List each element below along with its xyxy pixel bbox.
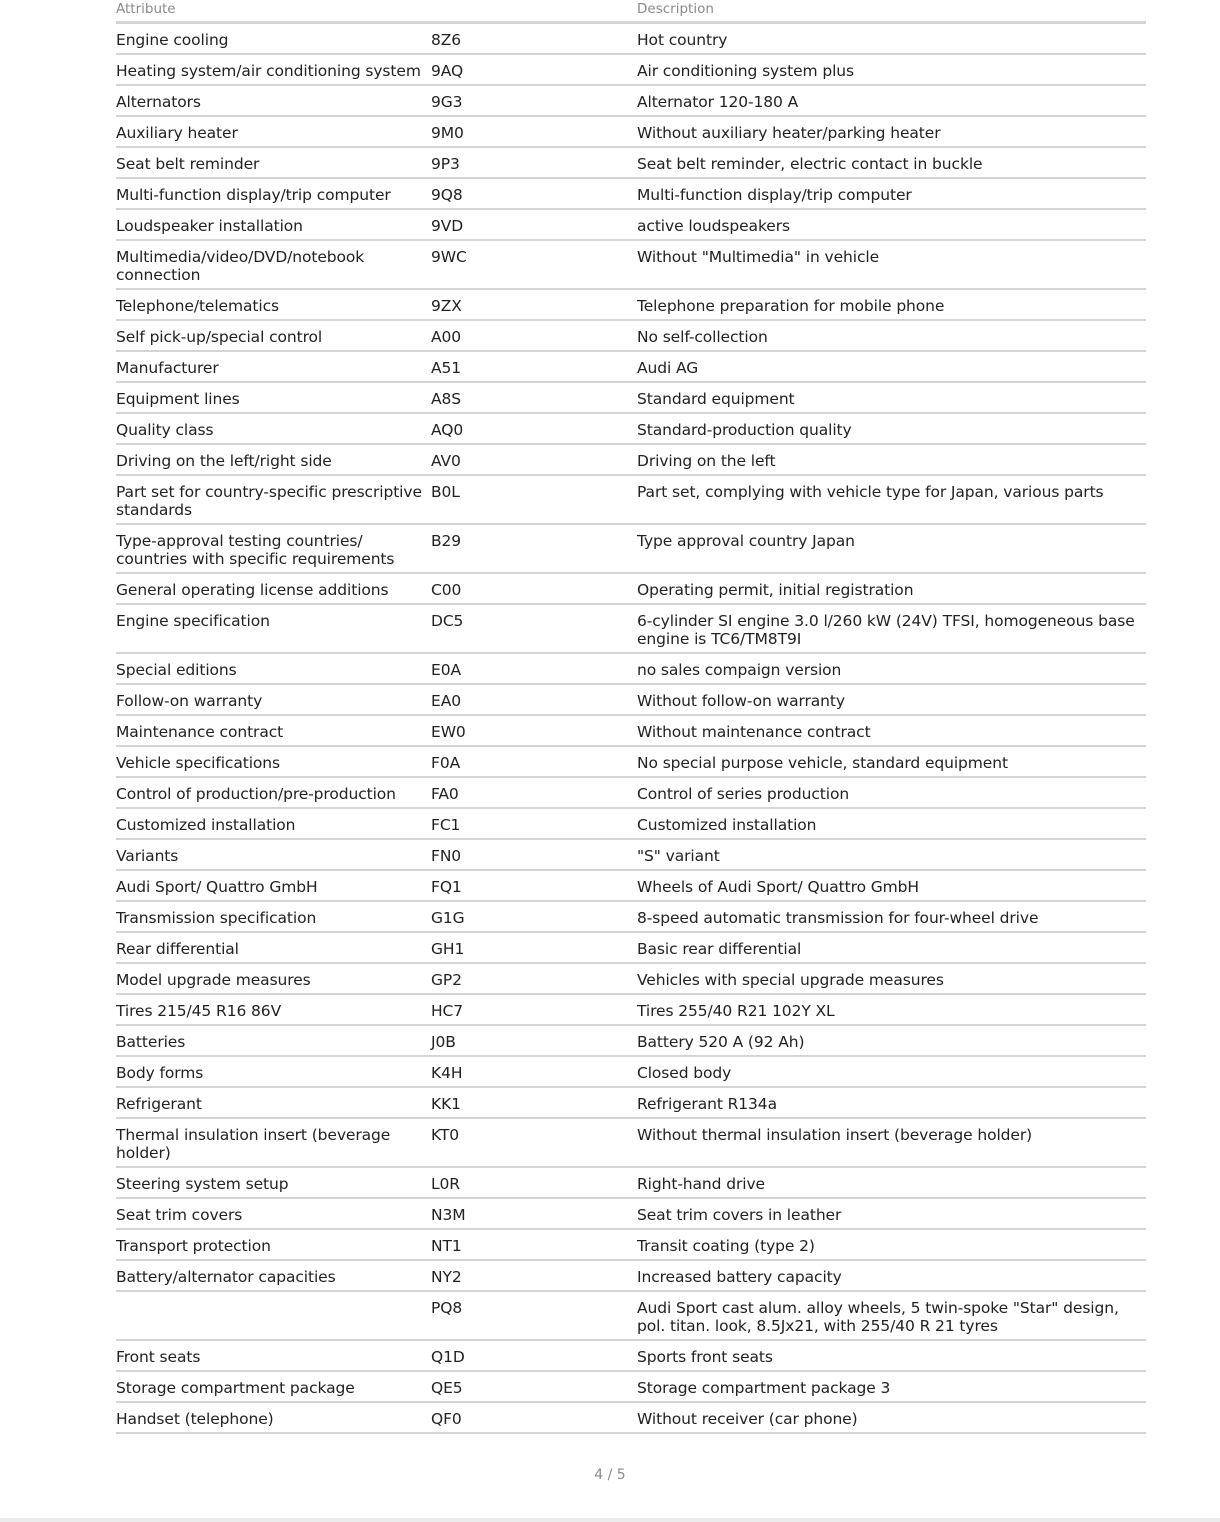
attribute-cell: Seat belt reminder [116,155,260,173]
code-cell: AQ0 [431,421,464,439]
table-row [116,685,1146,716]
attribute-cell: Transmission specification [116,909,317,927]
code-cell: NY2 [431,1268,462,1286]
table-row [116,1088,1146,1119]
attribute-cell: Manufacturer [116,359,219,377]
code-cell: GP2 [431,971,462,989]
table-row [116,1168,1146,1199]
attribute-cell: Control of production/pre-production [116,785,396,803]
attribute-cell: Follow-on warranty [116,692,263,710]
code-cell: 9Q8 [431,186,463,204]
description-cell: Sports front seats [637,1348,773,1366]
description-cell: Basic rear differential [637,940,802,958]
table-row [116,747,1146,778]
description-cell: "S" variant [637,847,720,865]
attribute-cell: Battery/alternator capacities [116,1268,336,1286]
attribute-cell: Telephone/telematics [116,297,279,315]
code-cell: 9G3 [431,93,463,111]
table-row [116,290,1146,321]
code-cell: EA0 [431,692,461,710]
code-cell: FQ1 [431,878,462,896]
description-cell: Storage compartment package 3 [637,1379,891,1397]
table-row [116,241,1146,290]
attribute-cell: Rear differential [116,940,239,958]
table-row [116,1403,1146,1434]
table-row [116,24,1146,55]
table-row [116,148,1146,179]
code-cell: J0B [431,1033,456,1051]
description-cell: 8-speed automatic transmission for four-wheel drive [637,909,1039,927]
attribute-cell: Audi Sport/ Quattro GmbH [116,878,318,896]
description-cell: Telephone preparation for mobile phone [637,297,945,315]
description-cell: Without "Multimedia" in vehicle [637,248,880,266]
header-attribute: Attribute [116,1,176,17]
table-row [116,445,1146,476]
table-row [116,716,1146,747]
code-cell: K4H [431,1064,463,1082]
attribute-cell: Heating system/air conditioning system [116,62,421,80]
description-cell: Standard-production quality [637,421,852,439]
code-cell: B29 [431,532,462,550]
attribute-cell: Type-approval testing countries/ countries with specific requirements [116,532,395,568]
table-row [116,86,1146,117]
code-cell: FA0 [431,785,459,803]
table-row [116,840,1146,871]
table-row [116,1261,1146,1292]
attribute-cell: Auxiliary heater [116,124,238,142]
code-cell: 9WC [431,248,467,266]
code-cell: KK1 [431,1095,461,1113]
header-description: Description [637,1,714,17]
description-cell: Type approval country Japan [637,532,855,550]
table-row [116,383,1146,414]
code-cell: DC5 [431,612,464,630]
code-cell: AV0 [431,452,461,470]
table-row [116,933,1146,964]
attribute-cell: Special editions [116,661,237,679]
attribute-cell: Transport protection [116,1237,271,1255]
attribute-cell: Tires 215/45 R16 86V [116,1002,282,1020]
table-row [116,902,1146,933]
attribute-cell [116,1299,431,1335]
attribute-cell: Model upgrade measures [116,971,311,989]
description-cell: Without receiver (car phone) [637,1410,858,1428]
table-header [116,0,1146,24]
code-cell: EW0 [431,723,466,741]
table-row [116,1341,1146,1372]
page-bottom-divider [0,1518,1220,1522]
attribute-cell: Equipment lines [116,390,240,408]
description-cell: Without auxiliary heater/parking heater [637,124,941,142]
description-cell: Battery 520 A (92 Ah) [637,1033,805,1051]
code-cell: 9M0 [431,124,464,142]
table-row [116,1372,1146,1403]
table-row [116,574,1146,605]
page-indicator: 4 / 5 [594,1467,626,1483]
attribute-cell: Storage compartment package [116,1379,355,1397]
description-cell: Without follow-on warranty [637,692,845,710]
attribute-cell: Customized installation [116,816,296,834]
code-cell: KT0 [431,1126,459,1144]
attribute-cell: Engine specification [116,612,270,630]
table-row [116,995,1146,1026]
description-cell: Increased battery capacity [637,1268,842,1286]
attribute-cell: Engine cooling [116,31,229,49]
attribute-cell: Batteries [116,1033,186,1051]
table-row [116,871,1146,902]
attribute-cell: Loudspeaker installation [116,217,303,235]
attribute-cell: Multimedia/video/DVD/notebook connection [116,248,365,284]
table-row [116,210,1146,241]
attribute-cell: Refrigerant [116,1095,202,1113]
table-row [116,1230,1146,1261]
table-row [116,525,1146,574]
description-cell: Right-hand drive [637,1175,765,1193]
description-cell: Driving on the left [637,452,776,470]
attribute-cell: Front seats [116,1348,201,1366]
description-cell: Customized installation [637,816,817,834]
table-row [116,1057,1146,1088]
code-cell: NT1 [431,1237,462,1255]
table-row [116,654,1146,685]
attribute-cell: Thermal insulation insert (beverage holder) [116,1126,391,1162]
code-cell: A00 [431,328,462,346]
description-cell: no sales compaign version [637,661,842,679]
table-row [116,605,1146,654]
description-cell: Wheels of Audi Sport/ Quattro GmbH [637,878,919,896]
description-cell: Vehicles with special upgrade measures [637,971,944,989]
attribute-cell: Driving on the left/right side [116,452,332,470]
attribute-cell: Self pick-up/special control [116,328,323,346]
header-code [431,1,637,21]
table-row [116,414,1146,445]
table-row [116,1199,1146,1230]
description-cell: No special purpose vehicle, standard equipment [637,754,1008,772]
attribute-cell: Variants [116,847,179,865]
description-cell: Audi Sport cast alum. alloy wheels, 5 twin-spoke "Star" design, pol. titan. look, 8.5Jx21, with 255/40 R 21 tyres [637,1299,1119,1335]
description-cell: Closed body [637,1064,732,1082]
description-cell: Control of series production [637,785,850,803]
description-cell: Refrigerant R134a [637,1095,777,1113]
description-cell: Audi AG [637,359,699,377]
description-cell: Part set, complying with vehicle type for Japan, various parts [637,483,1104,501]
table-row [116,352,1146,383]
table-row [116,321,1146,352]
table-row [116,476,1146,525]
code-cell: A8S [431,390,462,408]
description-cell: No self-collection [637,328,768,346]
attribute-cell: Alternators [116,93,201,111]
table-body [116,24,1146,1434]
table-row [116,179,1146,210]
table-row [116,117,1146,148]
description-cell: 6-cylinder SI engine 3.0 l/260 kW (24V) TFSI, homogeneous base engine is TC6/TM8T9I [637,612,1135,648]
attribute-cell: Quality class [116,421,214,439]
table-row [116,964,1146,995]
description-cell: Seat trim covers in leather [637,1206,842,1224]
attribute-cell: General operating license additions [116,581,389,599]
description-cell: Operating permit, initial registration [637,581,914,599]
code-cell: C00 [431,581,462,599]
description-cell: Without maintenance contract [637,723,871,741]
code-cell: 9VD [431,217,464,235]
code-cell: 8Z6 [431,31,462,49]
code-cell: QF0 [431,1410,462,1428]
code-cell: FC1 [431,816,461,834]
code-cell: QE5 [431,1379,463,1397]
table-row [116,1026,1146,1057]
description-cell: Transit coating (type 2) [637,1237,815,1255]
attribute-cell: Handset (telephone) [116,1410,274,1428]
table-row [116,778,1146,809]
description-cell: Hot country [637,31,728,49]
code-cell: PQ8 [431,1299,463,1317]
code-cell: 9P3 [431,155,460,173]
description-cell: Alternator 120-180 A [637,93,799,111]
attribute-cell: Multi-function display/trip computer [116,186,391,204]
description-cell: Without thermal insulation insert (beverage holder) [637,1126,1033,1144]
code-cell: 9AQ [431,62,464,80]
description-cell: Air conditioning system plus [637,62,854,80]
attribute-cell: Part set for country-specific prescriptive standards [116,483,422,519]
attribute-cell: Seat trim covers [116,1206,243,1224]
attribute-cell: Vehicle specifications [116,754,280,772]
equipment-table [116,0,1146,1434]
table-row [116,1119,1146,1168]
description-cell: Tires 255/40 R21 102Y XL [637,1002,835,1020]
table-row [116,1292,1146,1341]
attribute-cell: Body forms [116,1064,204,1082]
attribute-cell: Maintenance contract [116,723,284,741]
code-cell: N3M [431,1206,466,1224]
description-cell: active loudspeakers [637,217,790,235]
attribute-cell: Steering system setup [116,1175,289,1193]
code-cell: HC7 [431,1002,464,1020]
table-row [116,809,1146,840]
description-cell: Standard equipment [637,390,795,408]
code-cell: L0R [431,1175,460,1193]
code-cell: 9ZX [431,297,462,315]
code-cell: B0L [431,483,460,501]
code-cell: E0A [431,661,461,679]
code-cell: FN0 [431,847,462,865]
code-cell: A51 [431,359,462,377]
description-cell: Multi-function display/trip computer [637,186,912,204]
code-cell: G1G [431,909,465,927]
description-cell: Seat belt reminder, electric contact in buckle [637,155,983,173]
code-cell: Q1D [431,1348,465,1366]
table-row [116,55,1146,86]
code-cell: F0A [431,754,461,772]
code-cell: GH1 [431,940,465,958]
